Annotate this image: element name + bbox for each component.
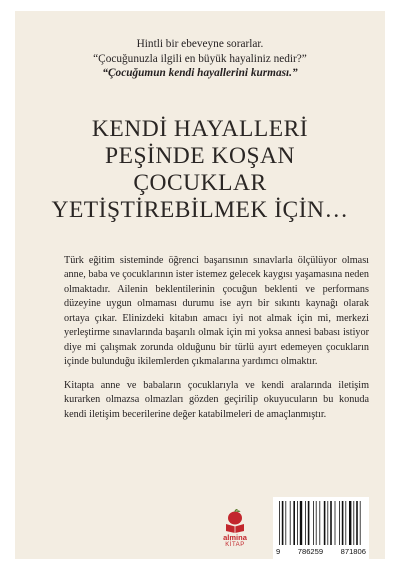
epigraph-quote — [15, 37, 385, 81]
blurb-text — [64, 254, 369, 422]
barcode-bar — [342, 501, 344, 545]
barcode-bar — [335, 501, 336, 545]
barcode-bar — [285, 501, 286, 545]
barcode-bar — [345, 501, 346, 545]
headline-line-4: YETİŞTİREBİLMEK İÇİN… — [51, 197, 349, 223]
barcode-bar — [349, 501, 351, 545]
barcode-bar — [300, 501, 302, 545]
barcode-bar — [293, 501, 295, 545]
barcode-bar — [360, 501, 361, 545]
headline-line-3: ÇOCUKLAR — [133, 170, 267, 196]
publisher-subtitle: KİTAP — [225, 542, 245, 548]
barcode-bar — [353, 501, 354, 545]
isbn-barcode — [273, 497, 369, 559]
barcode-bar — [305, 501, 306, 545]
blurb-paragraph-2: Kitapta anne ve babaların çocuklarıyla ve kendi aralarında iletişim kurarken olmazsa olmazları gözden geçirilip okuyucuların bu konuda kendi iletişim becerilerine değer katabilmeleri de amaçlanmıştır. — [64, 379, 369, 420]
barcode-bar — [297, 501, 298, 545]
barcode-bar — [313, 501, 314, 545]
isbn-group-1: 786259 — [297, 547, 324, 556]
publisher-logo — [214, 509, 256, 559]
barcode-bar — [319, 501, 320, 545]
book-back-cover — [15, 11, 385, 559]
isbn-group-2: 871806 — [340, 547, 366, 556]
headline-line-1: KENDİ HAYALLERİ — [91, 116, 309, 142]
barcode-bar — [330, 501, 332, 545]
quote-line-question-intro: Hintli bir ebeveyne sorarlar. — [136, 38, 264, 50]
headline-line-2: PEŞİNDE KOŞAN — [105, 143, 295, 169]
barcode-bar — [327, 501, 328, 545]
quote-line-question: “Çocuğunuzla ilgili en büyük hayaliniz nedir?” — [93, 52, 307, 65]
barcode-bar — [356, 501, 358, 545]
barcode-bar — [324, 501, 326, 545]
isbn-number — [273, 547, 369, 556]
barcode-bar — [316, 501, 317, 545]
cover-headline — [15, 116, 385, 224]
publisher-name: almina — [223, 533, 247, 542]
isbn-prefix: 9 — [276, 547, 281, 556]
apple-book-icon — [224, 509, 246, 533]
blurb-paragraph-1: Türk eğitim sisteminde öğrenci başarısının sınavlarla ölçülüyor olması anne, baba ve çocuklarının ister istemez gelecek kaygısı yaşamasına neden olmaktadır. Ailenin beklentilerinin çocuğun beklenti ve performans düzeyine uygun olmaması durumu ise ayrı bir sıkıntı kaynağı olarak ortaya çıkar. Elinizdeki kitabın amacı iyi not almak için mi, merkezi yerleştirme sınavlarında başarılı olmak için mi yoksa annesi babası istiyor diye mi çalışmak zorunda olduğunu bir türlü ayırt edemeyen çocukların içinde bulunduğu ikilemlerden çıkmalarına yardımcı olmaktır. — [64, 255, 369, 368]
quote-line-answer: “Çocuğumun kendi hayallerini kurması.” — [102, 67, 298, 79]
barcode-bar — [282, 501, 284, 545]
barcode-bar — [308, 501, 310, 545]
barcode-bar — [339, 501, 340, 545]
barcode-bar — [290, 501, 291, 545]
barcode-bars — [277, 501, 365, 545]
barcode-bar — [279, 501, 280, 545]
